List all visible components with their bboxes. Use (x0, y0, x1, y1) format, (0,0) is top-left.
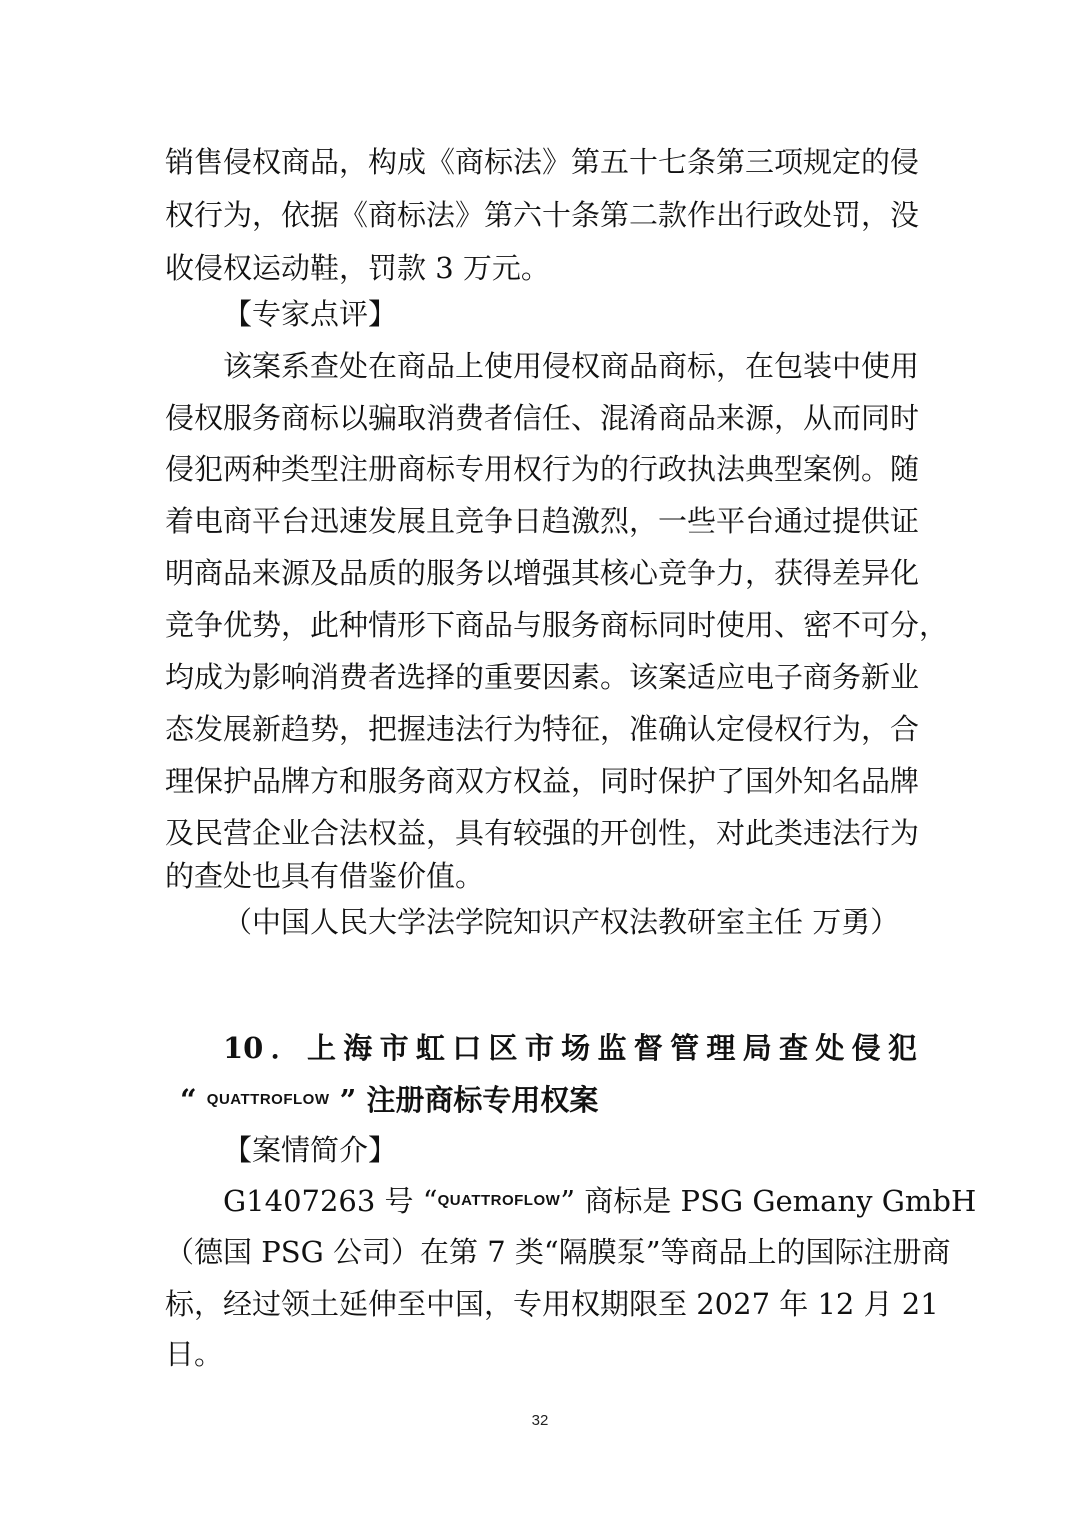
expert-comment-line: 的查处也具有借鉴价值。 (165, 859, 485, 893)
expert-comment-heading: 【专家点评】 (223, 297, 398, 331)
expert-comment-line: 明商品来源及品质的服务以增强其核心竞争力，获得差异化 (165, 556, 920, 590)
case-title-line-1: 10．上海市虹口区市场监督管理局查处侵犯 (223, 1031, 917, 1065)
open-quote: “ (180, 1083, 197, 1117)
close-quote: ” (560, 1184, 576, 1218)
case-intro-line (223, 1173, 977, 1229)
expert-comment-line: 侵犯两种类型注册商标专用权行为的行政执法典型案例。随 (165, 452, 920, 486)
case-title-tail: 注册商标专用权案 (366, 1083, 599, 1117)
trademark-text: QUATTROFLOW (437, 1192, 561, 1209)
expert-comment-line: 态发展新趋势，把握违法行为特征，准确认定侵权行为，合 (165, 712, 920, 746)
expert-comment-line: 该案系查处在商品上使用侵权商品商标，在包装中使用 (223, 349, 920, 383)
page-number: 32 (531, 1412, 549, 1429)
case-intro-heading: 【案情简介】 (223, 1133, 398, 1167)
paragraph-line: 收侵权运动鞋，罚款 3 万元。 (165, 251, 550, 285)
registration-number: G1407263 号 (223, 1184, 414, 1218)
close-quote: ” (339, 1083, 357, 1117)
expert-attribution: （中国人民大学法学院知识产权法教研室主任 万勇） (223, 905, 900, 939)
case-intro-line: 日。 (165, 1337, 224, 1371)
trademark-text: QUATTROFLOW (206, 1091, 330, 1108)
open-quote: “ (422, 1184, 438, 1218)
paragraph-line: 权行为，依据《商标法》第六十条第二款作出行政处罚，没 (165, 198, 920, 232)
expert-comment-line: 侵权服务商标以骗取消费者信任、混淆商品来源，从而同时 (165, 401, 920, 435)
expert-comment-line: 均成为影响消费者选择的重要因素。该案适应电子商务新业 (165, 660, 920, 694)
expert-comment-line: 竞争优势，此种情形下商品与服务商标同时使用、密不可分， (165, 608, 949, 642)
expert-comment-line: 着电商平台迅速发展且竞争日趋激烈，一些平台通过提供证 (165, 504, 920, 538)
expert-comment-line: 及民营企业合法权益，具有较强的开创性，对此类违法行为 (165, 816, 920, 850)
paragraph-line: 销售侵权商品，构成《商标法》第五十七条第三项规定的侵 (165, 145, 920, 179)
case-intro-line-suffix: 商标是 PSG Gemany GmbH (584, 1184, 977, 1218)
case-title-line-2 (180, 1072, 917, 1128)
case-intro-line: 标，经过领土延伸至中国，专用权期限至 2027 年 12 月 21 (165, 1287, 939, 1321)
expert-comment-line: 理保护品牌方和服务商双方权益，同时保护了国外知名品牌 (165, 764, 920, 798)
case-intro-line: （德国 PSG 公司）在第 7 类“隔膜泵”等商品上的国际注册商 (165, 1235, 951, 1269)
